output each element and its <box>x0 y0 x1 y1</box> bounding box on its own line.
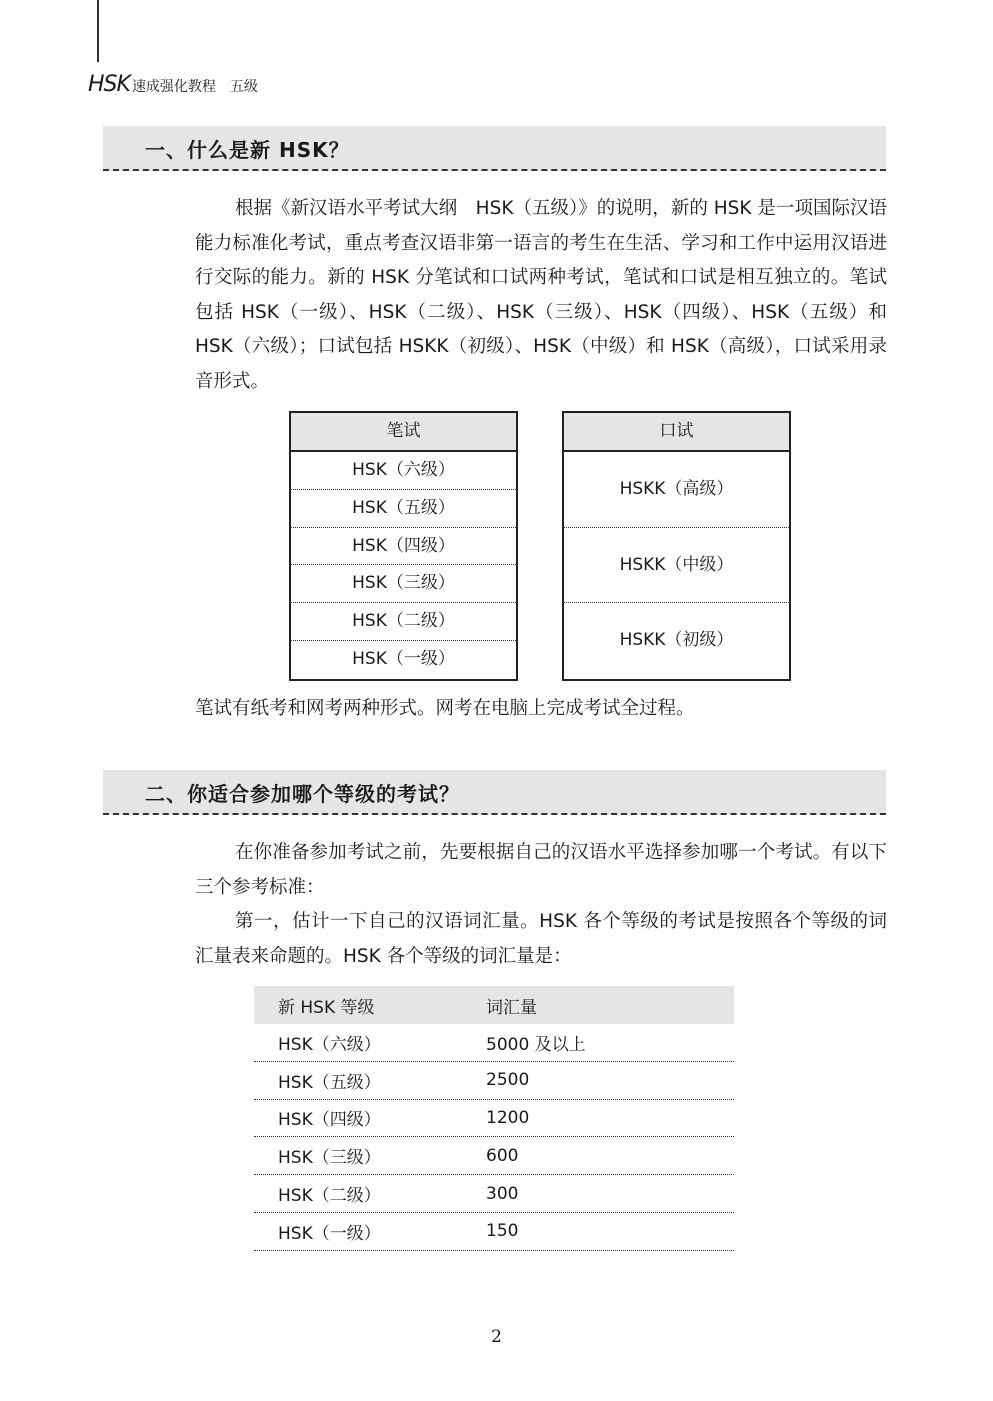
vocab-header-count: 词汇量 <box>486 997 537 1018</box>
written-table-row: HSK（四级） <box>291 528 516 566</box>
oral-exam-table <box>562 411 791 681</box>
running-header <box>88 72 258 97</box>
vocab-count: 150 <box>486 1221 519 1242</box>
vocab-count: 600 <box>486 1145 519 1166</box>
section2-paragraph-1: 在你准备参加考试之前，先要根据自己的汉语水平选择参加哪一个考试。有以下三个参考标准： <box>195 842 887 898</box>
table-row <box>254 1100 734 1138</box>
section1-heading: 一、什么是新 HSK？ <box>145 138 350 162</box>
hsk-logo: HSK <box>88 72 130 97</box>
vocab-count: 2500 <box>486 1070 530 1091</box>
vocab-count: 1200 <box>486 1107 530 1128</box>
page-number: 2 <box>491 1327 502 1347</box>
vocab-level: HSK（二级） <box>278 1186 381 1207</box>
vocab-level: HSK（四级） <box>278 1110 381 1131</box>
vocab-header-level: 新 HSK 等级 <box>278 997 375 1018</box>
written-table-row: HSK（六级） <box>291 452 516 490</box>
oral-table-row: HSKK（中级） <box>564 528 789 604</box>
vocab-level: HSK（六级） <box>278 1034 381 1055</box>
written-table-row: HSK（五级） <box>291 490 516 528</box>
section2-heading: 二、你适合参加哪个等级的考试？ <box>145 782 460 806</box>
table-row <box>254 1062 734 1100</box>
vocab-level: HSK（五级） <box>278 1072 381 1093</box>
margin-rule <box>97 0 99 62</box>
written-table-row: HSK（一级） <box>352 648 455 669</box>
vocab-count: 300 <box>486 1183 519 1204</box>
table-row <box>254 1137 734 1175</box>
section1-heading-bar <box>103 126 886 171</box>
table-row <box>254 1024 734 1062</box>
written-table-row: HSK（三级） <box>291 565 516 603</box>
written-table-row: HSK（二级） <box>291 603 516 641</box>
section1-paragraph: 根据《新汉语水平考试大纲 HSK（五级）》的说明，新的 HSK 是一项国际汉语能力标准化考试，重点考查汉语非第一语言的考生在生活、学习和工作中运用汉语进行交际的能力。新的 HSK 分笔试和口试两种考试，笔试和口试是相互独立的。笔试包括 HSK（一级）、HSK（二级）、HSK（三级）、HSK（四级）、HSK（五级）和 HSK（六级）；口试包括 HSKK（初级）、HSK（中级）和 HSK（高级），口试采用录音形式。 <box>195 198 887 392</box>
oral-table-header: 口试 <box>564 413 789 452</box>
vocab-table <box>254 986 734 1251</box>
oral-table-row: HSKK（高级） <box>564 452 789 528</box>
section2-heading-bar <box>103 770 886 815</box>
oral-table-row: HSKK（初级） <box>619 630 734 651</box>
book-title: 速成强化教程 <box>131 79 216 95</box>
book-level: 五级 <box>229 79 258 95</box>
written-exam-table <box>289 411 518 681</box>
vocab-level: HSK（一级） <box>278 1223 381 1244</box>
section1-note: 笔试有纸考和网考两种形式。网考在电脑上完成考试全过程。 <box>195 698 695 719</box>
table-row <box>254 1175 734 1213</box>
vocab-table-header <box>254 986 734 1024</box>
section2-paragraph-2: 第一，估计一下自己的汉语词汇量。HSK 各个等级的考试是按照各个等级的词汇量表来命题的。HSK 各个等级的词汇量是： <box>195 911 887 967</box>
table-row <box>254 1213 734 1251</box>
written-table-header: 笔试 <box>291 413 516 452</box>
vocab-level: HSK（三级） <box>278 1148 381 1169</box>
vocab-count: 5000 及以上 <box>486 1034 586 1055</box>
